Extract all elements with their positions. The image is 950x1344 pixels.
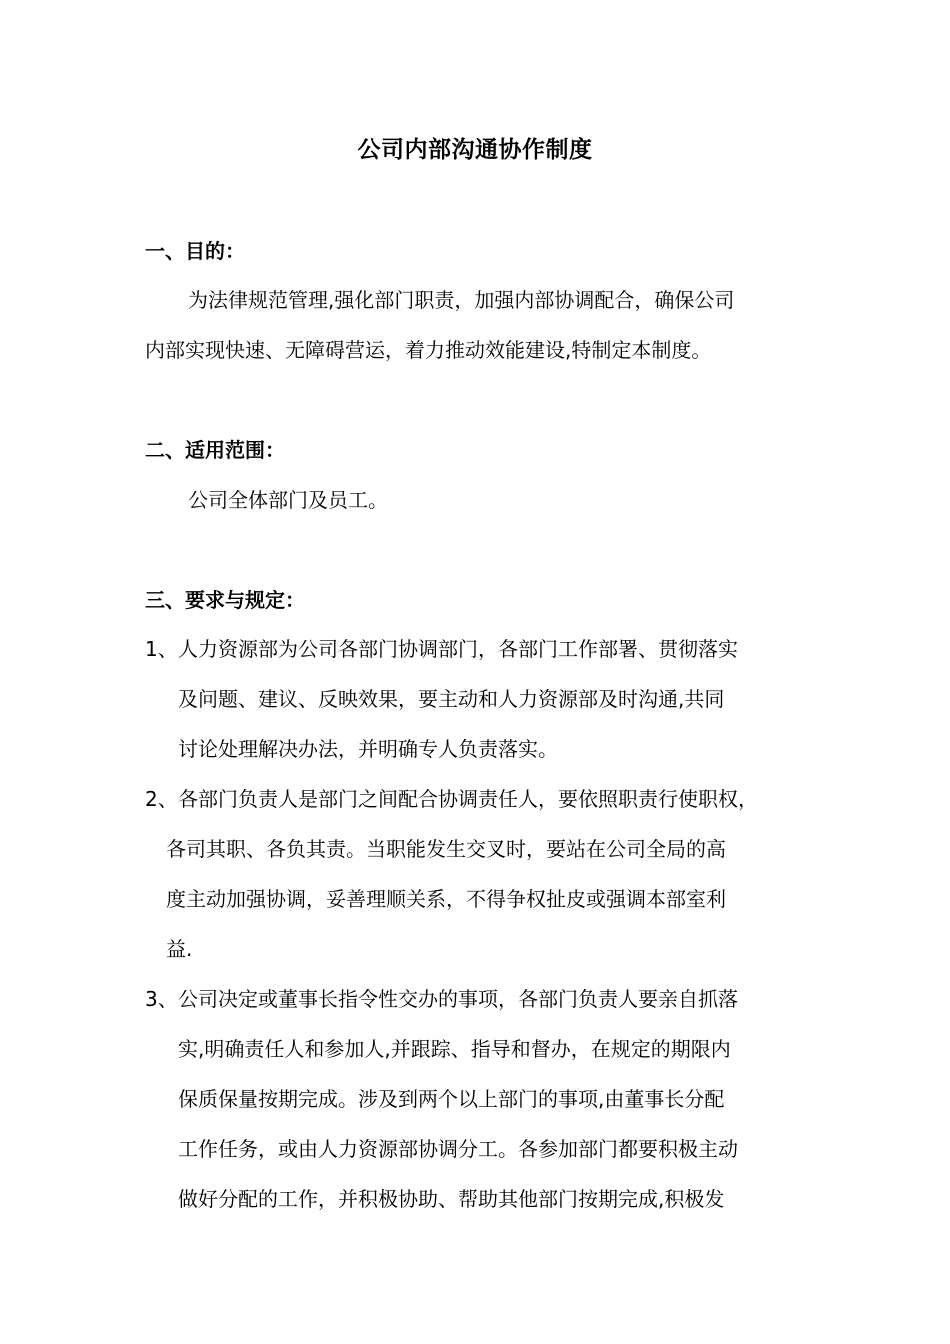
list-item-line: 各部门负责人是部门之间配合协调责任人，要依照职责行使职权， [178, 787, 758, 811]
list-item-line: 工作任务，或由人力资源部协调分工。各参加部门都要积极主动 [178, 1137, 738, 1161]
section-heading-purpose: 一、目的： [145, 239, 245, 263]
section-heading-scope: 二、适用范围： [145, 438, 285, 462]
list-item-number: 1、 [145, 637, 178, 661]
list-item-number: 2、 [145, 787, 178, 811]
paragraph-line: 为法律规范管理,强化部门职责，加强内部协调配合，确保公司 [188, 288, 735, 312]
list-item-line: 益. [166, 937, 193, 961]
list-item-line: 保质保量按期完成。涉及到两个以上部门的事项,由董事长分配 [178, 1087, 725, 1111]
list-item-line: 各司其职、各负其责。当职能发生交叉时，要站在公司全局的高 [166, 837, 726, 861]
list-item-line: 及问题、建议、反映效果，要主动和人力资源部及时沟通,共同 [178, 687, 725, 711]
list-item-number: 3、 [145, 987, 178, 1011]
list-item-line: 人力资源部为公司各部门协调部门，各部门工作部署、贯彻落实 [178, 637, 738, 661]
list-item-line: 度主动加强协调，妥善理顺关系，不得争权扯皮或强调本部室利 [166, 887, 726, 911]
document-title: 公司内部沟通协作制度 [357, 137, 593, 163]
paragraph-line: 公司全体部门及员工。 [188, 488, 388, 512]
list-item-line: 公司决定或董事长指令性交办的事项，各部门负责人要亲自抓落 [178, 987, 738, 1011]
paragraph-line: 内部实现快速、无障碍营运，着力推动效能建设,特制定本制度。 [145, 338, 712, 362]
list-item-line: 讨论处理解决办法，并明确专人负责落实。 [178, 737, 558, 761]
list-item-line: 做好分配的工作，并积极协助、帮助其他部门按期完成,积极发 [178, 1187, 725, 1211]
section-heading-requirements: 三、要求与规定： [145, 588, 305, 612]
list-item-line: 实,明确责任人和参加人,并跟踪、指导和督办，在规定的期限内 [178, 1037, 731, 1061]
